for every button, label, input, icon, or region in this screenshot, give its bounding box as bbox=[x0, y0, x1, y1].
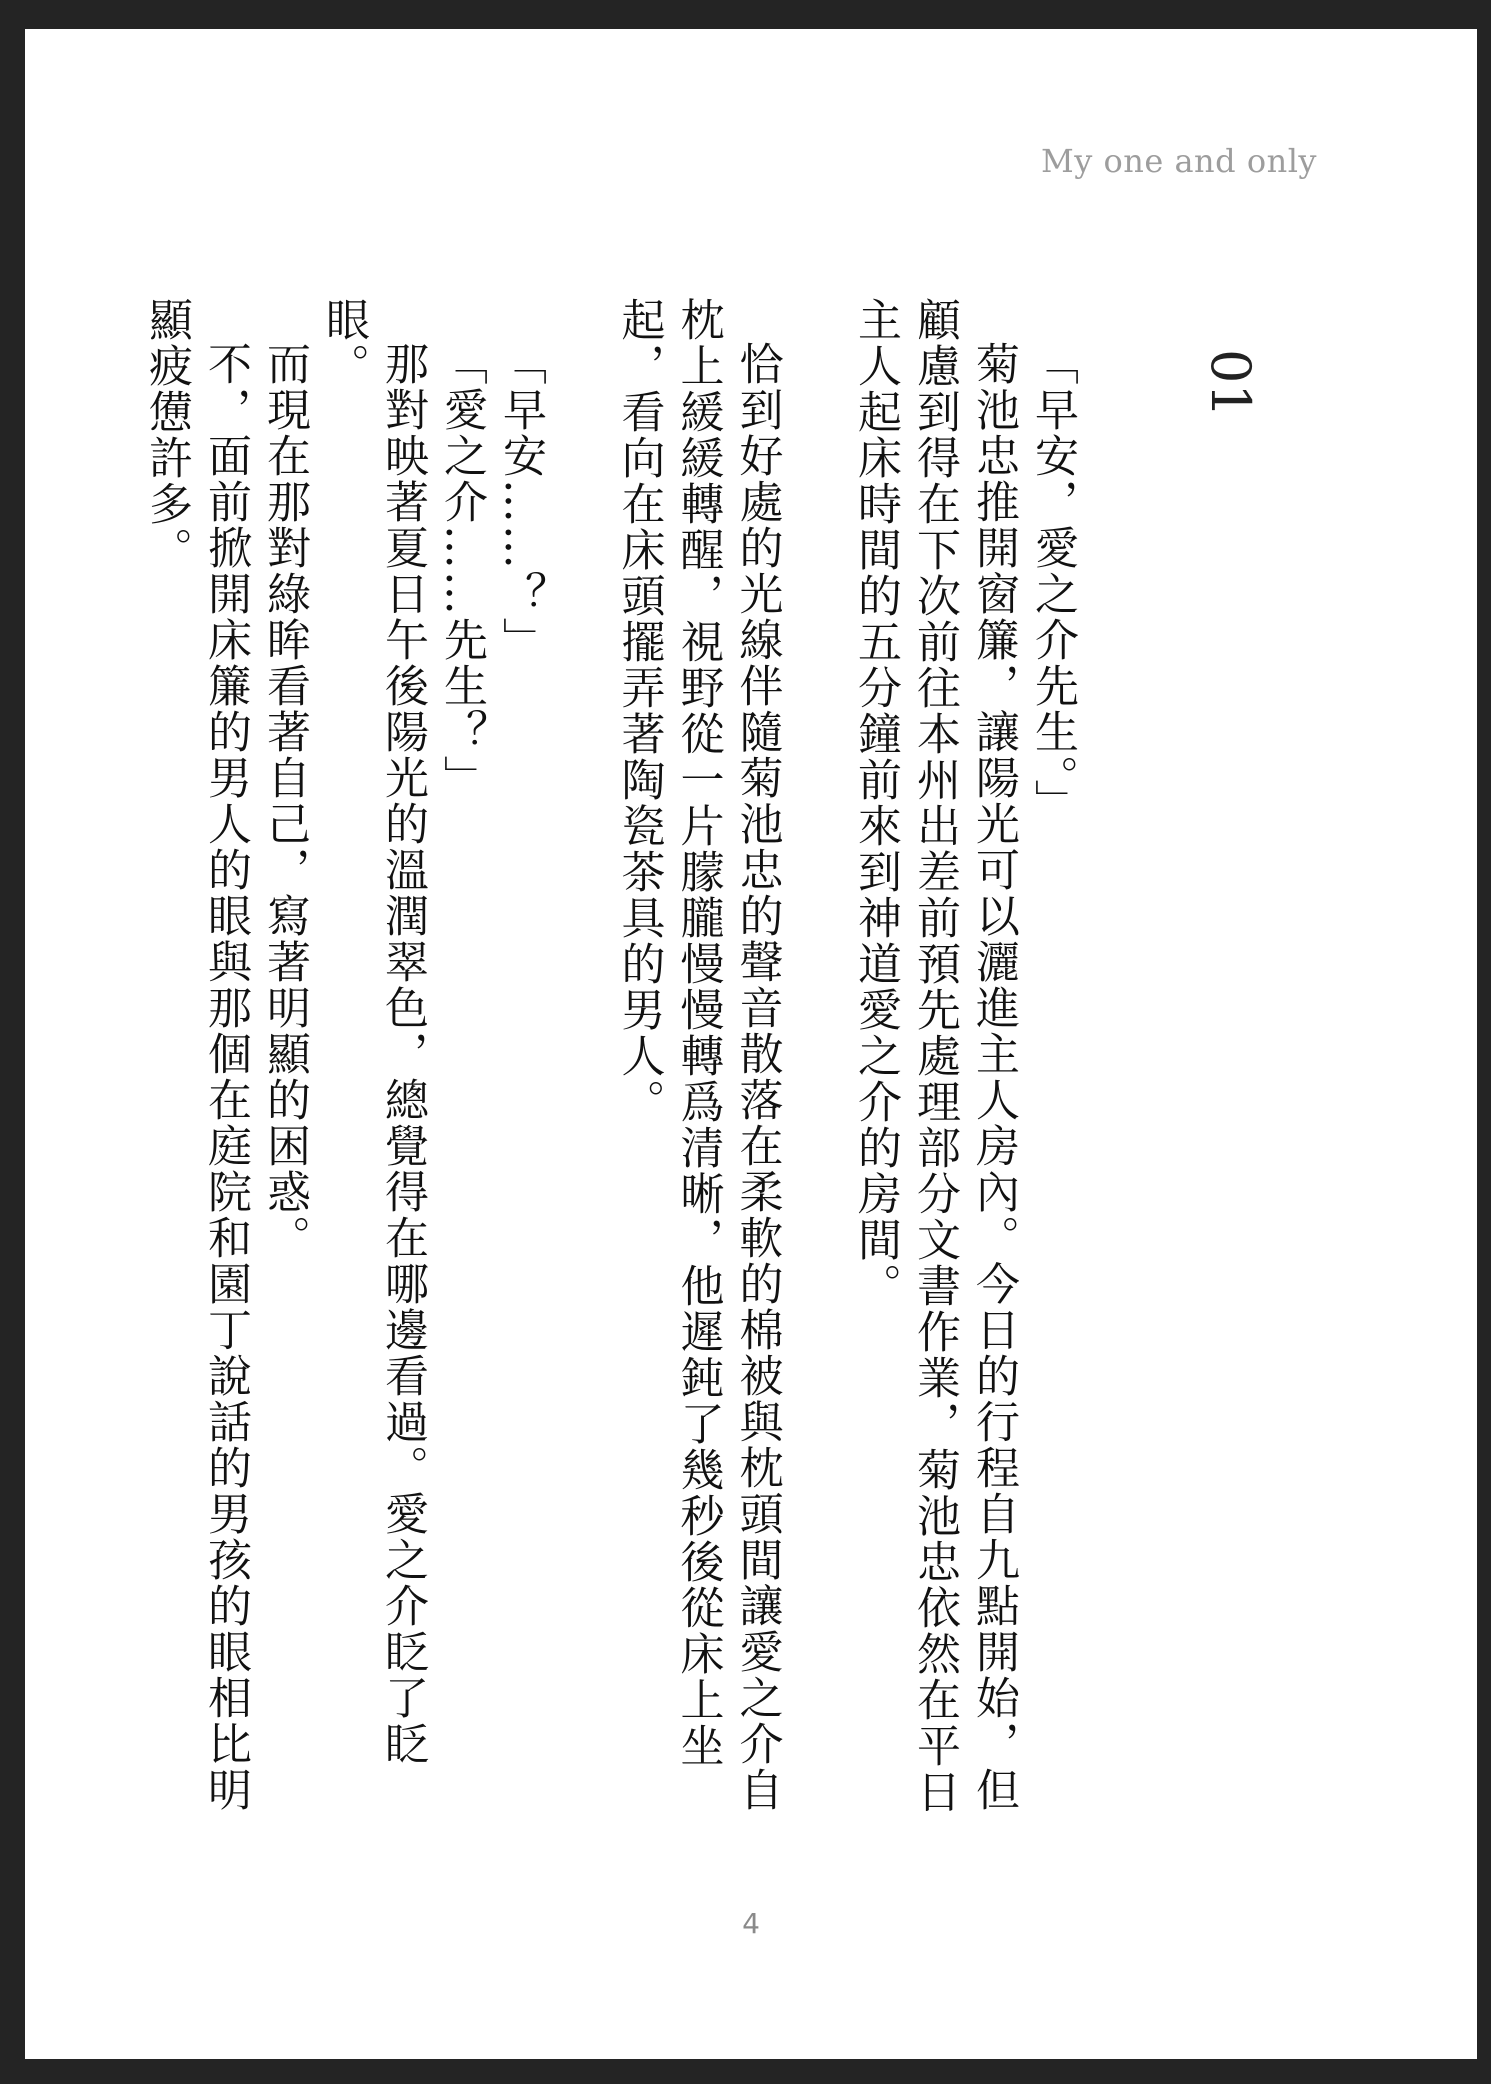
paragraph-8: 不，面前掀開床簾的男人的眼與那個在庭院和園丁說話的男孩的眼相比明顯疲憊許多。 bbox=[141, 297, 251, 1813]
paragraph-7: 而現在那對綠眸看著自己，寫著明顯的困惑。 bbox=[259, 341, 310, 1261]
paragraph-4: 「早安……？」 bbox=[495, 341, 546, 663]
paragraph-1: 「早安，愛之介先生。」 bbox=[1027, 341, 1078, 825]
paragraph-2: 菊池忠推開窗簾，讓陽光可以灑進主人房內。今日的行程自九點開始，但顧慮到得在下次前往本州出差前預先處理部分文書作業，菊池忠依然在平日主人起床時間的五分鐘前來到神道愛之介的房間。 bbox=[850, 297, 1019, 1815]
paragraph-3: 恰到好處的光線伴隨菊池忠的聲音散落在柔軟的棉被與枕頭間讓愛之介自枕上緩緩轉醒，視野從一片朦朧慢慢轉爲清晰，他遲鈍了幾秒後從床上坐起，看向在床頭擺弄著陶瓷茶具的男人。 bbox=[613, 297, 783, 1813]
body-text bbox=[137, 297, 1082, 1857]
page-number: 4 bbox=[742, 1907, 760, 1940]
chapter-number: 01 bbox=[1199, 349, 1262, 418]
paragraph-6: 那對映著夏日午後陽光的溫潤翠色，總覺得在哪邊看過。愛之介眨了眨眼。 bbox=[318, 297, 428, 1767]
running-header: My one and only bbox=[1040, 142, 1317, 180]
book-page bbox=[25, 29, 1477, 2059]
paragraph-5: 「愛之介……先生？」 bbox=[436, 341, 487, 801]
